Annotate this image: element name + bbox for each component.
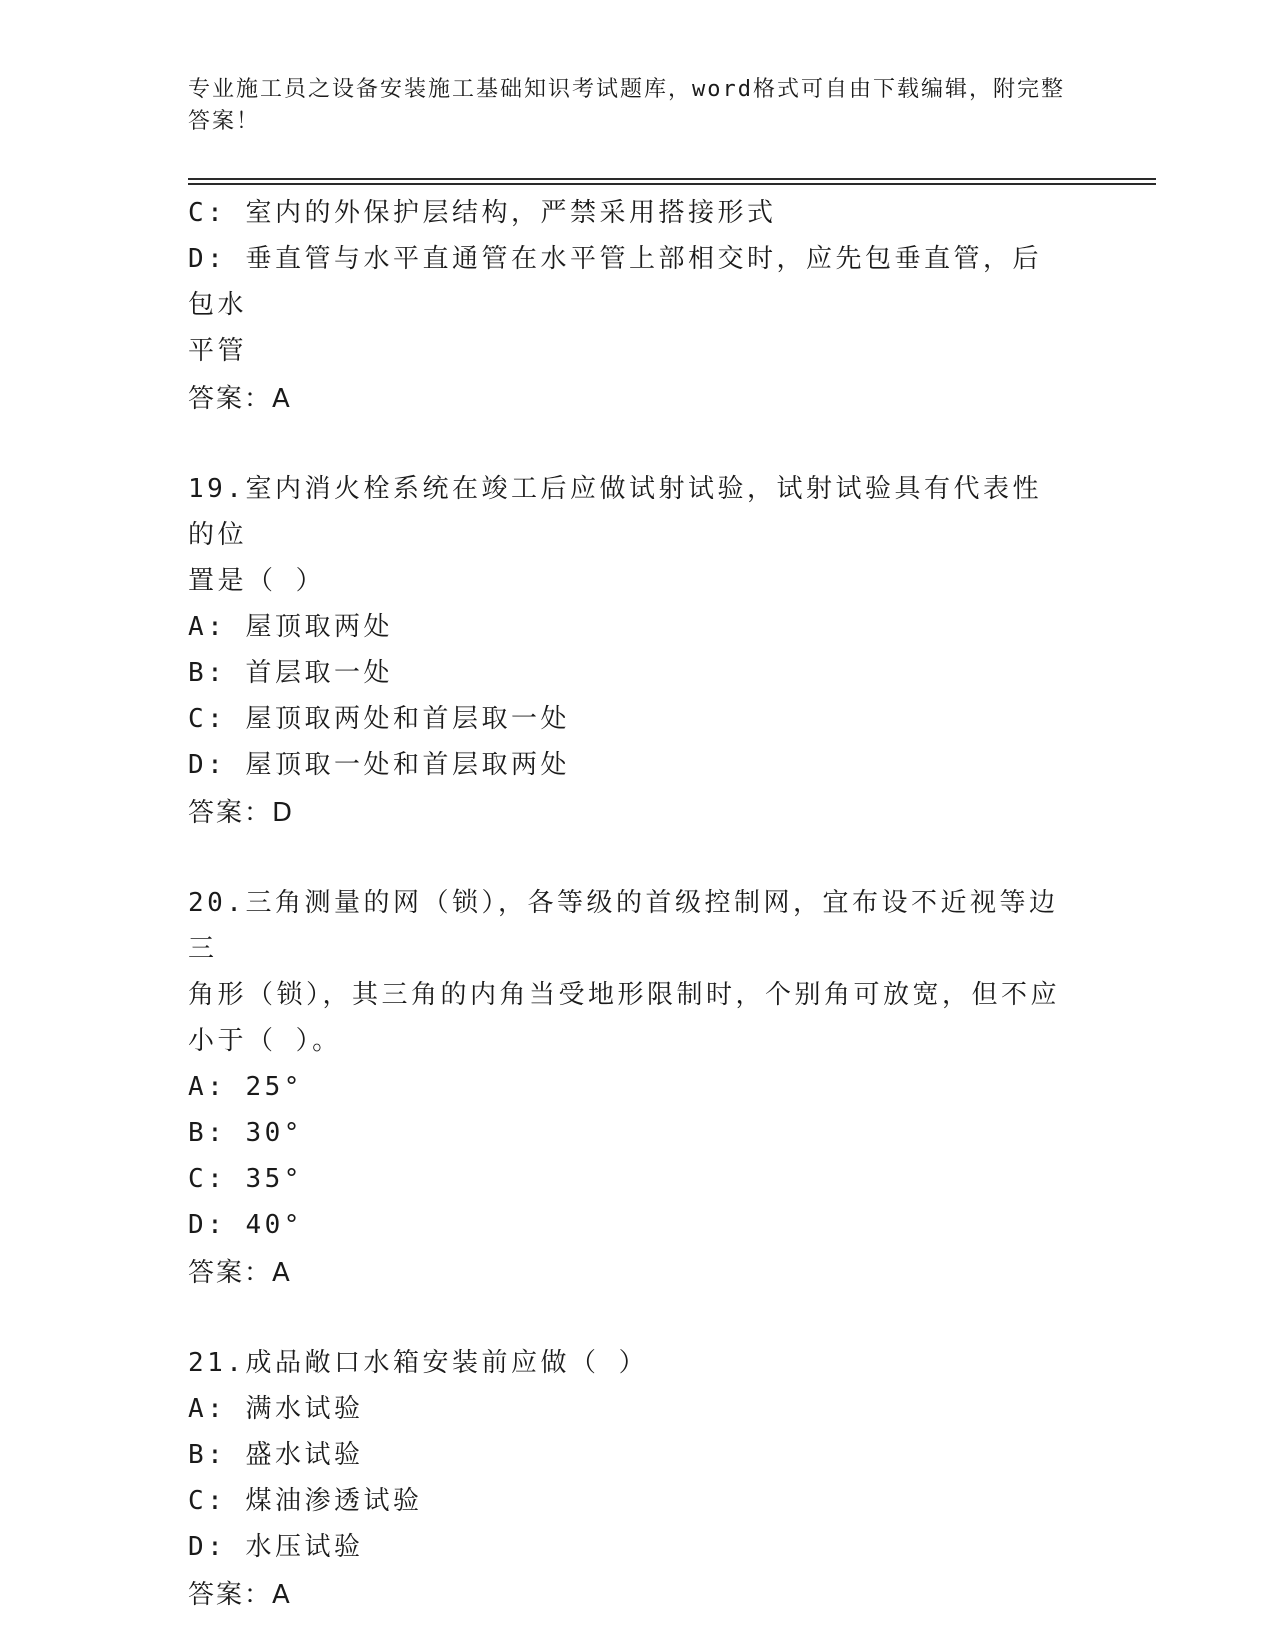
option-b: B: 首层取一处 [188, 658, 393, 688]
question-text-continued: 角形（锁），其三角的内角当受地形限制时，个别角可放宽，但不应 [188, 980, 1061, 1010]
question-block-21 [188, 1340, 1068, 1618]
option-d: D: 水压试验 [188, 1532, 364, 1562]
answer-line: 答案：A [188, 1258, 292, 1288]
option-a: A: 屋顶取两处 [188, 612, 393, 642]
question-text: 21.成品敞口水箱安装前应做（ ） [188, 1348, 649, 1378]
question-text: 20.三角测量的网（锁），各等级的首级控制网，宜布设不近视等边三 [188, 888, 1059, 964]
question-text: 19.室内消火栓系统在竣工后应做试射试验，试射试验具有代表性的位 [188, 474, 1042, 550]
header-rule-top [188, 178, 1156, 180]
spacer [188, 836, 1068, 880]
answer-line: 答案：D [188, 798, 295, 828]
document-header: 专业施工员之设备安装施工基础知识考试题库，word格式可自由下载编辑，附完整答案！ [188, 77, 1065, 134]
spacer [188, 1296, 1068, 1340]
question-content [188, 190, 1068, 1618]
header-rule-bottom [188, 183, 1156, 185]
question-block-18 [188, 190, 1068, 422]
spacer [188, 422, 1068, 466]
question-block-19 [188, 466, 1068, 836]
option-c: C: 煤油渗透试验 [188, 1486, 423, 1516]
option-d: D: 屋顶取一处和首层取两处 [188, 750, 570, 780]
option-b: B: 30° [188, 1118, 303, 1148]
option-c: C: 室内的外保护层结构，严禁采用搭接形式 [188, 198, 777, 228]
option-b: B: 盛水试验 [188, 1440, 364, 1470]
answer-line: 答案：A [188, 1580, 292, 1610]
option-d: D: 40° [188, 1210, 303, 1240]
question-text-continued: 小于（ ）。 [188, 1026, 342, 1056]
option-a: A: 满水试验 [188, 1394, 364, 1424]
option-d-continued: 平管 [188, 336, 248, 366]
answer-line: 答案：A [188, 384, 292, 414]
option-c: C: 屋顶取两处和首层取一处 [188, 704, 570, 734]
option-a: A: 25° [188, 1072, 303, 1102]
option-c: C: 35° [188, 1164, 303, 1194]
question-text-continued: 置是（ ） [188, 566, 326, 596]
question-block-20 [188, 880, 1068, 1296]
option-d: D: 垂直管与水平直通管在水平管上部相交时，应先包垂直管，后包水 [188, 244, 1042, 320]
